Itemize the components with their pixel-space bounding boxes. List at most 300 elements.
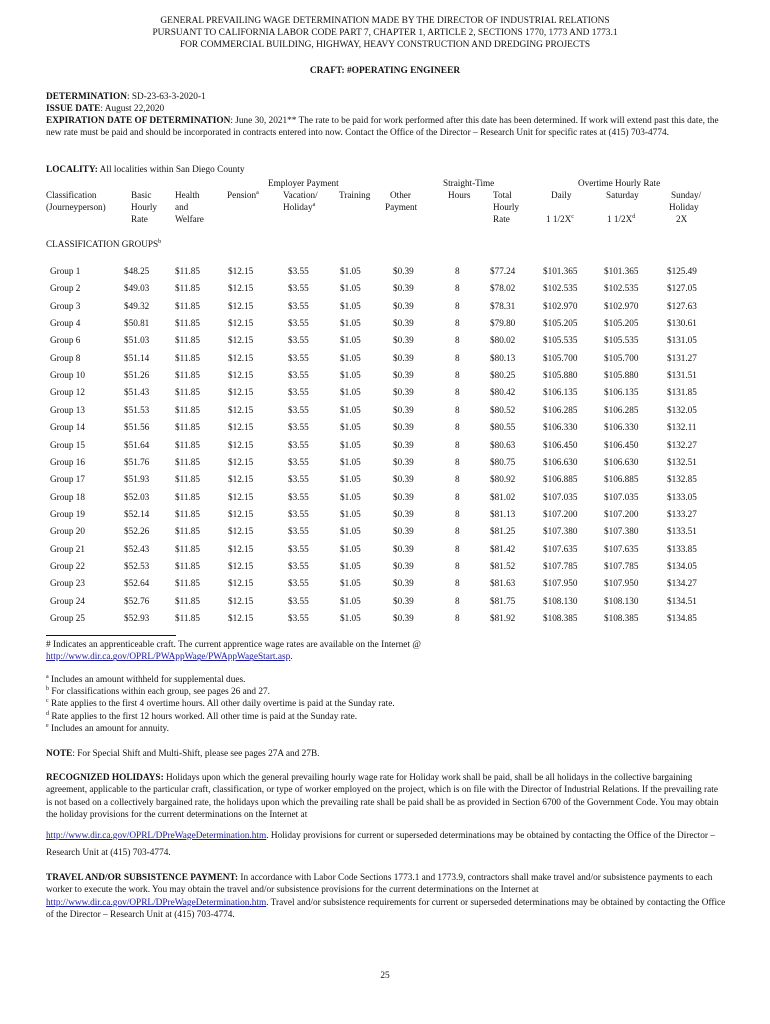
pension-cell: $12.15 (228, 422, 254, 433)
hours-cell: 8 (455, 352, 460, 363)
saturday-overtime-cell: $102.535 (604, 283, 639, 294)
basic-rate-cell: $51.93 (124, 474, 150, 485)
health-welfare-cell: $11.85 (175, 613, 200, 623)
apprentice-end: . (290, 652, 293, 663)
table-row (0, 474, 770, 491)
sunday-holiday-cell: $131.51 (667, 370, 697, 381)
vacation-holiday-cell: $3.55 (288, 543, 309, 554)
health-welfare-cell: $11.85 (175, 387, 200, 398)
header-line-3: FOR COMMERCIAL BUILDING, HIGHWAY, HEAVY CONSTRUCTION AND DREDGING PROJECTS (179, 40, 591, 50)
determination-value: : SD-23-63-3-2020-1 (126, 92, 206, 102)
saturday-overtime-cell: $106.135 (604, 387, 639, 398)
total-rate-cell: $81.42 (490, 543, 516, 554)
basic-rate-cell: $51.14 (124, 352, 150, 363)
classification-groups-text: CLASSIFICATION GROUPS (46, 239, 159, 249)
sunday-heading-1: Sunday/ (671, 190, 702, 200)
health-welfare-cell: $11.85 (175, 300, 200, 311)
training-cell: $1.05 (340, 266, 361, 276)
saturday-overtime-cell: $108.130 (604, 595, 639, 606)
vacation-holiday-cell: $3.55 (288, 404, 309, 415)
daily-overtime-cell: $108.130 (543, 595, 578, 606)
health-heading-3: Welfare (175, 214, 204, 224)
pension-cell: $12.15 (228, 526, 254, 537)
saturday-overtime-cell: $106.450 (604, 439, 639, 450)
total-rate-cell: $80.52 (490, 404, 516, 415)
health-welfare-cell: $11.85 (175, 491, 200, 502)
health-welfare-cell: $11.85 (175, 560, 200, 571)
saturday-overtime-cell: $107.200 (604, 508, 639, 519)
pension-cell: $12.15 (228, 318, 254, 329)
saturday-overtime-cell: $106.885 (604, 474, 639, 485)
sunday-holiday-cell: $130.61 (667, 318, 697, 329)
sunday-holiday-cell: $132.27 (667, 439, 697, 450)
determination-label: DETERMINATION (46, 92, 127, 102)
saturday-rate-heading (607, 213, 635, 225)
daily-overtime-cell: $108.385 (543, 613, 578, 623)
pension-heading (227, 189, 259, 201)
pension-cell: $12.15 (228, 266, 254, 276)
classification-cell: Group 6 (50, 335, 81, 346)
footnote-c-text: Rate applies to the first 4 overtime hours. All other daily overtime is paid at the Sunday rate. (51, 699, 395, 710)
other-payment-cell: $0.39 (393, 422, 414, 433)
apprentice-link[interactable]: http://www.dir.ca.gov/OPRL/PWAppWage/PWAppWageStart.asp (46, 652, 291, 663)
other-payment-cell: $0.39 (393, 283, 414, 294)
vacation-holiday-cell: $3.55 (288, 595, 309, 606)
table-row (0, 318, 770, 335)
daily-rate-heading (546, 213, 574, 225)
apprentice-footnote (46, 639, 726, 664)
vacation-holiday-cell: $3.55 (288, 300, 309, 311)
header-line-1: GENERAL PREVAILING WAGE DETERMINATION MADE BY THE DIRECTOR OF INDUSTRIAL RELATIONS (160, 16, 610, 26)
health-heading-2: and (175, 202, 189, 212)
vacation-holiday-cell: $3.55 (288, 422, 309, 433)
other-payment-cell: $0.39 (393, 560, 414, 571)
health-welfare-cell: $11.85 (175, 456, 200, 467)
vacation-heading-2 (283, 201, 315, 213)
vacation-holiday-cell: $3.55 (288, 370, 309, 381)
other-payment-cell: $0.39 (393, 578, 414, 589)
sunday-holiday-cell: $127.63 (667, 300, 697, 311)
saturday-overtime-cell: $107.950 (604, 578, 639, 589)
expiration-paragraph (46, 115, 726, 140)
other-payment-cell: $0.39 (393, 613, 414, 623)
saturday-overtime-cell: $105.880 (604, 370, 639, 381)
other-payment-cell: $0.39 (393, 335, 414, 346)
pension-cell: $12.15 (228, 439, 254, 450)
health-welfare-cell: $11.85 (175, 578, 200, 589)
hours-cell: 8 (455, 300, 460, 311)
table-row (0, 561, 770, 578)
total-rate-cell: $80.13 (490, 352, 516, 363)
vacation-holiday-cell: $3.55 (288, 387, 309, 398)
daily-rate-sup: c (571, 213, 574, 220)
classification-cell: Group 22 (50, 560, 85, 571)
total-heading-1: Total (493, 190, 512, 200)
training-cell: $1.05 (340, 543, 361, 554)
vacation-holiday-cell: $3.55 (288, 613, 309, 623)
health-welfare-cell: $11.85 (175, 266, 200, 276)
holidays-link[interactable]: http://www.dir.ca.gov/OPRL/DPreWageDetermination.htm (46, 831, 267, 841)
basic-rate-cell: $51.64 (124, 439, 150, 450)
daily-overtime-cell: $105.205 (543, 318, 578, 329)
travel-text: In accordance with Labor Code Sections 1773.1 and 1773.9, contractors shall make travel and/or subsistence payments to each worker to execute the work. You may obtain the travel and/or subsistence provisions for the current determinations on the Internet at (46, 873, 713, 896)
total-heading-3: Rate (493, 214, 510, 224)
daily-overtime-cell: $107.035 (543, 491, 578, 502)
sunday-holiday-cell: $134.27 (667, 578, 697, 589)
hours-cell: 8 (455, 491, 460, 502)
daily-rate-text: 1 1/2X (546, 214, 572, 224)
health-welfare-cell: $11.85 (175, 543, 200, 554)
holidays-paragraph-cont (46, 828, 726, 862)
health-welfare-cell: $11.85 (175, 318, 200, 329)
other-heading-2: Payment (385, 202, 418, 212)
other-payment-cell: $0.39 (393, 595, 414, 606)
pension-cell: $12.15 (228, 543, 254, 554)
classification-cell: Group 3 (50, 300, 81, 311)
determination-line (46, 91, 726, 103)
total-rate-cell: $79.80 (490, 318, 516, 329)
table-row (0, 283, 770, 300)
pension-cell: $12.15 (228, 387, 254, 398)
vacation-holiday-cell: $3.55 (288, 560, 309, 571)
training-cell: $1.05 (340, 283, 361, 294)
basic-rate-cell: $49.32 (124, 300, 150, 311)
hours-cell: 8 (455, 439, 460, 450)
hours-cell: 8 (455, 595, 460, 606)
pension-cell: $12.15 (228, 613, 254, 623)
pension-cell: $12.15 (228, 456, 254, 467)
footnote-a-text: Includes an amount withheld for supplemental dues. (51, 675, 246, 685)
footnote-e (46, 723, 726, 735)
holidays-paragraph (46, 772, 726, 822)
health-welfare-cell: $11.85 (175, 508, 200, 519)
basic-rate-cell: $52.64 (124, 578, 150, 589)
total-rate-cell: $81.25 (490, 526, 516, 537)
hours-cell: 8 (455, 404, 460, 415)
health-welfare-cell: $11.85 (175, 335, 200, 346)
expiration-text: : June 30, 2021** The rate to be paid for work performed after this date has been determined. If work will extend past this date, the new rate must be paid and should be incorporated in contracts entered into now. Contact the Office of the Director – Research Unit for specific rates at (415) 703-4774. (46, 116, 719, 139)
classification-cell: Group 20 (50, 526, 85, 537)
daily-overtime-cell: $101.365 (543, 266, 578, 276)
classification-groups-sup: b (158, 238, 162, 245)
hours-cell: 8 (455, 456, 460, 467)
holidays-text-2: . Holiday provisions for current or superseded determinations may be obtained by contacting the Office of the Director – Research Unit at (415) 703-4774. (46, 831, 715, 858)
sunday-holiday-cell: $134.85 (667, 613, 697, 623)
locality-line (46, 164, 726, 176)
daily-overtime-cell: $107.200 (543, 508, 578, 519)
classification-groups-heading (46, 238, 161, 250)
hours-cell: 8 (455, 578, 460, 589)
saturday-overtime-cell: $108.385 (604, 613, 639, 623)
total-rate-cell: $81.02 (490, 491, 516, 502)
table-row (0, 492, 770, 509)
health-welfare-cell: $11.85 (175, 352, 200, 363)
basic-rate-cell: $51.26 (124, 370, 150, 381)
employer-payment-heading: Employer Payment (268, 178, 339, 188)
footnote-a-marker: a (46, 673, 49, 680)
basic-heading-1: Basic (131, 190, 152, 200)
table-row (0, 526, 770, 543)
saturday-overtime-cell: $107.380 (604, 526, 639, 537)
classification-heading: Classification (46, 190, 97, 200)
holidays-text: Holidays upon which the general prevailing hourly wage rate for Holiday work shall be paid, shall be all holidays in the collective bargaining agreement, applicable to the particular craft, classification, or type of worker employed on the project, which is on file with the Director of Industrial Relations. If the prevailing rate is not based on a collectively bargained rate, the holidays upon which the prevailing rate shall be paid shall be as provided in Section 6700 of the Government Code. You may obtain the holiday provisions for the current determinations on the Internet at (46, 773, 719, 821)
health-welfare-cell: $11.85 (175, 526, 200, 537)
basic-rate-cell: $52.43 (124, 543, 150, 554)
sunday-holiday-cell: $132.85 (667, 474, 697, 485)
pension-cell: $12.15 (228, 560, 254, 571)
sunday-holiday-cell: $133.85 (667, 543, 697, 554)
note-label: NOTE (46, 749, 73, 759)
other-payment-cell: $0.39 (393, 266, 414, 276)
pension-cell: $12.15 (228, 595, 254, 606)
total-rate-cell: $81.63 (490, 578, 516, 589)
pension-heading-text: Pension (227, 190, 257, 200)
vacation-holiday-cell: $3.55 (288, 456, 309, 467)
pension-cell: $12.15 (228, 283, 254, 294)
other-payment-cell: $0.39 (393, 387, 414, 398)
other-payment-cell: $0.39 (393, 526, 414, 537)
saturday-rate-text: 1 1/2X (607, 214, 633, 224)
total-rate-cell: $80.02 (490, 335, 516, 346)
vacation-holiday-cell: $3.55 (288, 439, 309, 450)
hours-cell: 8 (455, 283, 460, 294)
straight-time-heading: Straight-Time (443, 178, 495, 188)
training-cell: $1.05 (340, 318, 361, 329)
other-payment-cell: $0.39 (393, 404, 414, 415)
apprentice-text: # Indicates an apprenticeable craft. The current apprentice wage rates are available on the Internet @ (46, 640, 421, 650)
health-welfare-cell: $11.85 (175, 370, 200, 381)
basic-rate-cell: $48.25 (124, 266, 150, 276)
training-cell: $1.05 (340, 370, 361, 381)
saturday-overtime-cell: $105.205 (604, 318, 639, 329)
basic-rate-cell: $51.56 (124, 422, 150, 433)
journeyperson-heading: (Journeyperson) (46, 202, 106, 212)
vacation-holiday-cell: $3.55 (288, 578, 309, 589)
table-row (0, 509, 770, 526)
footnote-e-text: Includes an amount for annuity. (51, 723, 169, 734)
daily-heading: Daily (551, 190, 572, 200)
pension-cell: $12.15 (228, 370, 254, 381)
basic-rate-cell: $52.14 (124, 508, 150, 519)
issue-date-value: : August 22,2020 (100, 104, 165, 114)
daily-overtime-cell: $107.635 (543, 543, 578, 554)
other-payment-cell: $0.39 (393, 300, 414, 311)
training-cell: $1.05 (340, 387, 361, 398)
other-payment-cell: $0.39 (393, 491, 414, 502)
table-row (0, 353, 770, 370)
classification-cell: Group 23 (50, 578, 85, 589)
hours-cell: 8 (455, 387, 460, 398)
saturday-rate-sup: d (632, 213, 636, 220)
daily-overtime-cell: $106.135 (543, 387, 578, 398)
pension-cell: $12.15 (228, 508, 254, 519)
table-row (0, 266, 770, 283)
basic-rate-cell: $51.43 (124, 387, 150, 398)
daily-overtime-cell: $106.630 (543, 456, 578, 467)
classification-cell: Group 8 (50, 352, 81, 363)
overtime-heading: Overtime Hourly Rate (578, 178, 661, 188)
total-rate-cell: $80.75 (490, 456, 516, 467)
total-rate-cell: $80.25 (490, 370, 516, 381)
locality-value: All localities within San Diego County (97, 165, 245, 175)
classification-cell: Group 18 (50, 491, 85, 502)
pension-cell: $12.15 (228, 491, 254, 502)
pension-cell: $12.15 (228, 300, 254, 311)
classification-cell: Group 10 (50, 370, 85, 381)
training-cell: $1.05 (340, 439, 361, 450)
issue-date-label: ISSUE DATE (46, 104, 101, 114)
classification-cell: Group 14 (50, 422, 85, 433)
vacation-holiday-cell: $3.55 (288, 508, 309, 519)
pension-cell: $12.15 (228, 335, 254, 346)
travel-text-2: . Travel and/or subsistence requirements for current or superseded determinations may be obtained by contacting the Office of the Director – Research Unit at (415) 703-4774. (46, 897, 726, 921)
pension-cell: $12.15 (228, 578, 254, 589)
other-payment-cell: $0.39 (393, 543, 414, 554)
footnote-list (46, 674, 726, 735)
total-rate-cell: $80.55 (490, 422, 516, 433)
footnote-d-text: Rate applies to the first 12 hours worked. All other time is paid at the Sunday rate. (51, 711, 358, 722)
health-welfare-cell: $11.85 (175, 474, 200, 485)
footnote-divider (46, 635, 176, 636)
saturday-overtime-cell: $107.035 (604, 491, 639, 502)
other-payment-cell: $0.39 (393, 318, 414, 329)
training-cell: $1.05 (340, 595, 361, 606)
hours-cell: 8 (455, 508, 460, 519)
classification-cell: Group 13 (50, 404, 85, 415)
hours-cell: 8 (455, 474, 460, 485)
classification-cell: Group 24 (50, 595, 85, 606)
classification-cell: Group 25 (50, 613, 85, 623)
classification-cell: Group 21 (50, 543, 85, 554)
other-heading-1: Other (390, 190, 411, 200)
total-rate-cell: $81.13 (490, 508, 516, 519)
health-welfare-cell: $11.85 (175, 595, 200, 606)
page-number: 25 (380, 971, 390, 981)
footnote-b (46, 686, 726, 698)
total-rate-cell: $81.52 (490, 560, 516, 571)
basic-rate-cell: $51.76 (124, 456, 150, 467)
other-payment-cell: $0.39 (393, 352, 414, 363)
training-cell: $1.05 (340, 404, 361, 415)
classification-cell: Group 4 (50, 318, 81, 329)
sunday-holiday-cell: $125.49 (667, 266, 697, 276)
daily-overtime-cell: $107.950 (543, 578, 578, 589)
hours-cell: 8 (455, 266, 460, 276)
header-line-2: PURSUANT TO CALIFORNIA LABOR CODE PART 7, CHAPTER 1, ARTICLE 2, SECTIONS 1770, 1773 AND 1773.1 (152, 28, 618, 38)
footnote-e-marker: e (46, 722, 49, 729)
footnote-c-marker: c (46, 698, 49, 705)
vacation-heading-sup: a (312, 201, 316, 208)
sunday-holiday-cell: $131.27 (667, 352, 697, 363)
hours-cell: 8 (455, 422, 460, 433)
training-cell: $1.05 (340, 578, 361, 589)
vacation-holiday-cell: $3.55 (288, 474, 309, 485)
other-payment-cell: $0.39 (393, 439, 414, 450)
vacation-holiday-cell: $3.55 (288, 266, 309, 276)
basic-rate-cell: $51.53 (124, 404, 150, 415)
classification-cell: Group 17 (50, 474, 85, 485)
basic-heading-2: Hourly (131, 202, 158, 212)
basic-rate-cell: $52.26 (124, 526, 150, 537)
hours-cell: 8 (455, 526, 460, 537)
other-payment-cell: $0.39 (393, 474, 414, 485)
pension-heading-sup: a (256, 189, 259, 196)
classification-cell: Group 19 (50, 508, 85, 519)
total-rate-cell: $77.24 (490, 266, 516, 276)
table-row (0, 387, 770, 404)
vacation-holiday-cell: $3.55 (288, 526, 309, 537)
sunday-holiday-cell: $127.05 (667, 283, 697, 294)
daily-overtime-cell: $102.970 (543, 300, 578, 311)
training-cell: $1.05 (340, 526, 361, 537)
basic-rate-cell: $52.53 (124, 560, 150, 571)
training-heading: Training (339, 190, 371, 200)
locality-label: LOCALITY: (46, 165, 98, 175)
holidays-label: RECOGNIZED HOLIDAYS: (46, 773, 164, 783)
health-welfare-cell: $11.85 (175, 439, 200, 450)
basic-rate-cell: $49.03 (124, 283, 150, 294)
table-row (0, 596, 770, 613)
sunday-heading-3: 2X (676, 214, 688, 224)
health-welfare-cell: $11.85 (175, 422, 200, 433)
hours-cell: 8 (455, 543, 460, 554)
sunday-holiday-cell: $131.05 (667, 335, 697, 346)
note-text: : For Special Shift and Multi-Shift, please see pages 27A and 27B. (72, 749, 320, 759)
total-rate-cell: $81.75 (490, 595, 516, 606)
daily-overtime-cell: $106.885 (543, 474, 578, 485)
total-heading-2: Hourly (493, 202, 520, 212)
vacation-holiday-cell: $3.55 (288, 335, 309, 346)
classification-cell: Group 15 (50, 439, 85, 450)
training-cell: $1.05 (340, 352, 361, 363)
total-rate-cell: $80.92 (490, 474, 516, 485)
hours-heading: Hours (448, 190, 471, 200)
daily-overtime-cell: $105.880 (543, 370, 578, 381)
sunday-holiday-cell: $131.85 (667, 387, 697, 398)
vacation-heading-1: Vacation/ (283, 190, 318, 200)
basic-rate-cell: $50.81 (124, 318, 150, 329)
basic-rate-cell: $51.03 (124, 335, 150, 346)
basic-rate-cell: $52.03 (124, 491, 150, 502)
vacation-holiday-cell: $3.55 (288, 318, 309, 329)
pension-cell: $12.15 (228, 474, 254, 485)
saturday-overtime-cell: $102.970 (604, 300, 639, 311)
vacation-heading-text: Holiday (283, 202, 313, 212)
other-payment-cell: $0.39 (393, 508, 414, 519)
sunday-holiday-cell: $133.05 (667, 491, 697, 502)
daily-overtime-cell: $102.535 (543, 283, 578, 294)
craft-title: CRAFT: #OPERATING ENGINEER (309, 66, 461, 76)
training-cell: $1.05 (340, 508, 361, 519)
hours-cell: 8 (455, 318, 460, 329)
sunday-holiday-cell: $133.51 (667, 526, 697, 537)
travel-link[interactable]: http://www.dir.ca.gov/OPRL/DPreWageDetermination.htm (46, 897, 267, 908)
vacation-holiday-cell: $3.55 (288, 491, 309, 502)
sunday-holiday-cell: $134.05 (667, 560, 697, 571)
training-cell: $1.05 (340, 474, 361, 485)
saturday-overtime-cell: $101.365 (604, 266, 639, 276)
saturday-overtime-cell: $106.330 (604, 422, 639, 433)
sunday-holiday-cell: $132.51 (667, 456, 697, 467)
footnote-d (46, 711, 726, 723)
table-row (0, 613, 770, 630)
saturday-overtime-cell: $106.630 (604, 456, 639, 467)
daily-overtime-cell: $105.535 (543, 335, 578, 346)
pension-cell: $12.15 (228, 352, 254, 363)
health-welfare-cell: $11.85 (175, 283, 200, 294)
training-cell: $1.05 (340, 456, 361, 467)
sunday-holiday-cell: $133.27 (667, 508, 697, 519)
